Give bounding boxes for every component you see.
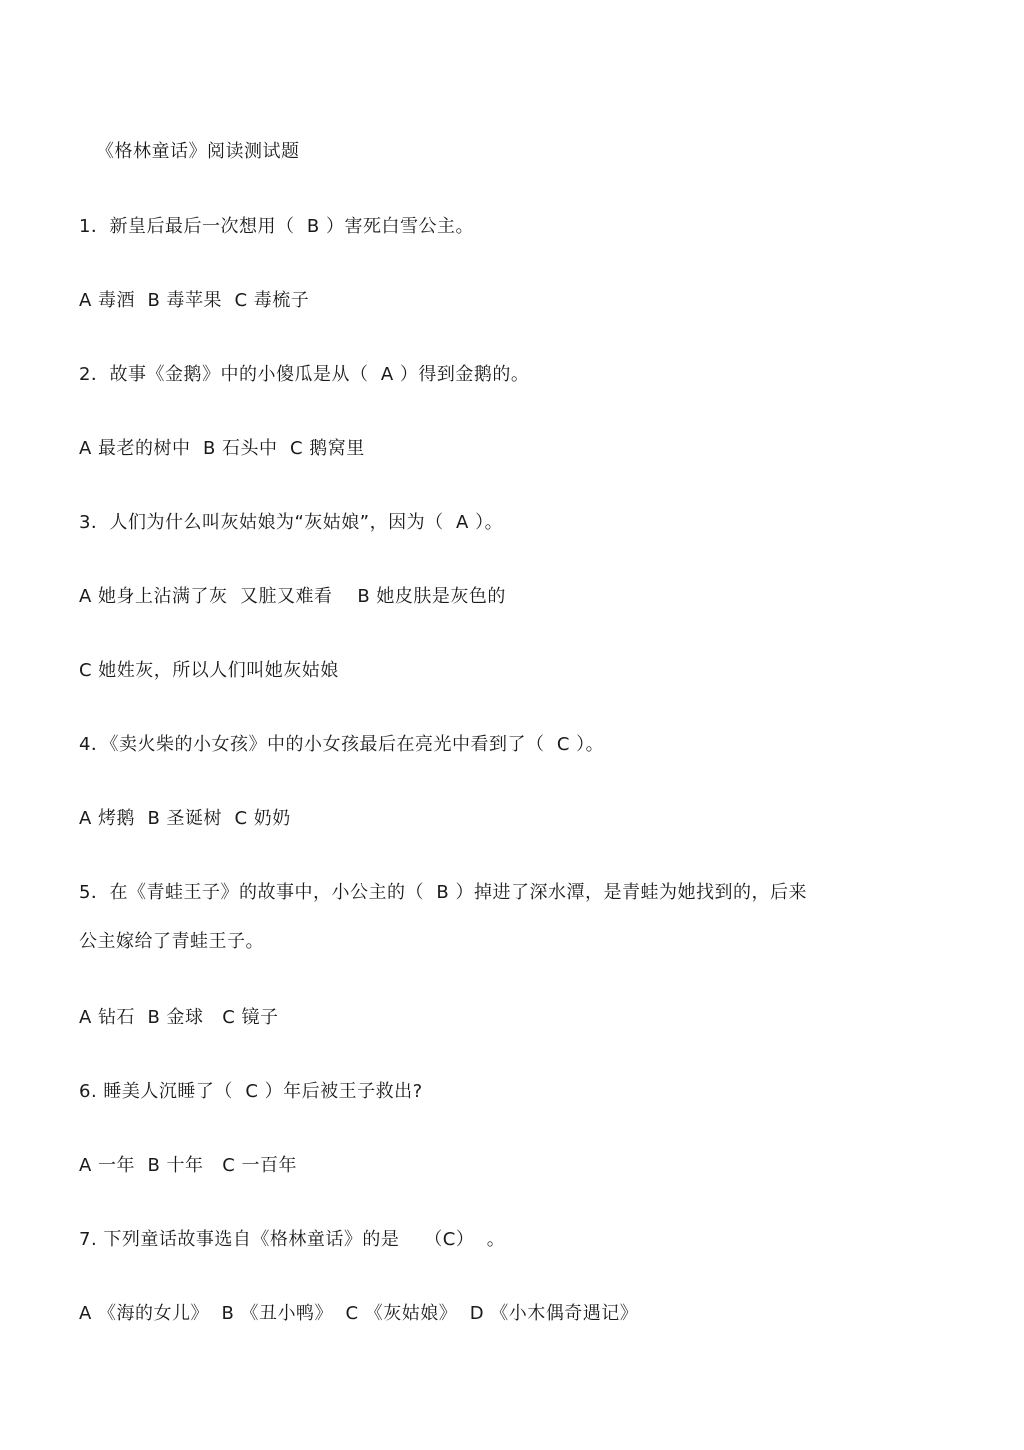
question-3-options-b: C 她姓灰，所以人们叫她灰姑娘	[79, 660, 339, 681]
question-5-continued: 公主嫁给了青蛙王子。	[79, 931, 264, 952]
page-title: 《格林童话》阅读测试题	[96, 141, 300, 162]
question-3-options-a: A 她身上沾满了灰 又脏又难看 B 她皮肤是灰色的	[79, 586, 506, 607]
question-2: 2．故事《金鹅》中的小傻瓜是从（ A ）得到金鹅的。	[79, 364, 530, 385]
question-1-options: A 毒酒 B 毒苹果 C 毒梳子	[79, 290, 310, 311]
question-6-options: A 一年 B 十年 C 一百年	[79, 1155, 298, 1176]
question-1: 1．新皇后最后一次想用（ B ）害死白雪公主。	[79, 216, 474, 237]
question-2-options: A 最老的树中 B 石头中 C 鹅窝里	[79, 438, 365, 459]
question-7-options: A 《海的女儿》 B 《丑小鸭》 C 《灰姑娘》 D 《小木偶奇遇记》	[79, 1303, 639, 1324]
question-6: 6. 睡美人沉睡了（ C ）年后被王子救出?	[79, 1081, 423, 1102]
question-5-options: A 钻石 B 金球 C 镜子	[79, 1007, 279, 1028]
question-3: 3．人们为什么叫灰姑娘为“灰姑娘”，因为（ A ）。	[79, 512, 504, 533]
question-4-options: A 烤鹅 B 圣诞树 C 奶奶	[79, 808, 291, 829]
question-5: 5．在《青蛙王子》的故事中，小公主的（ B ）掉进了深水潭，是青蛙为她找到的，后来	[79, 882, 807, 903]
question-7: 7. 下列童话故事选自《格林童话》的是 （C） 。	[79, 1229, 506, 1250]
question-4: 4．《卖火柴的小女孩》中的小女孩最后在亮光中看到了（ C ）。	[79, 734, 605, 755]
